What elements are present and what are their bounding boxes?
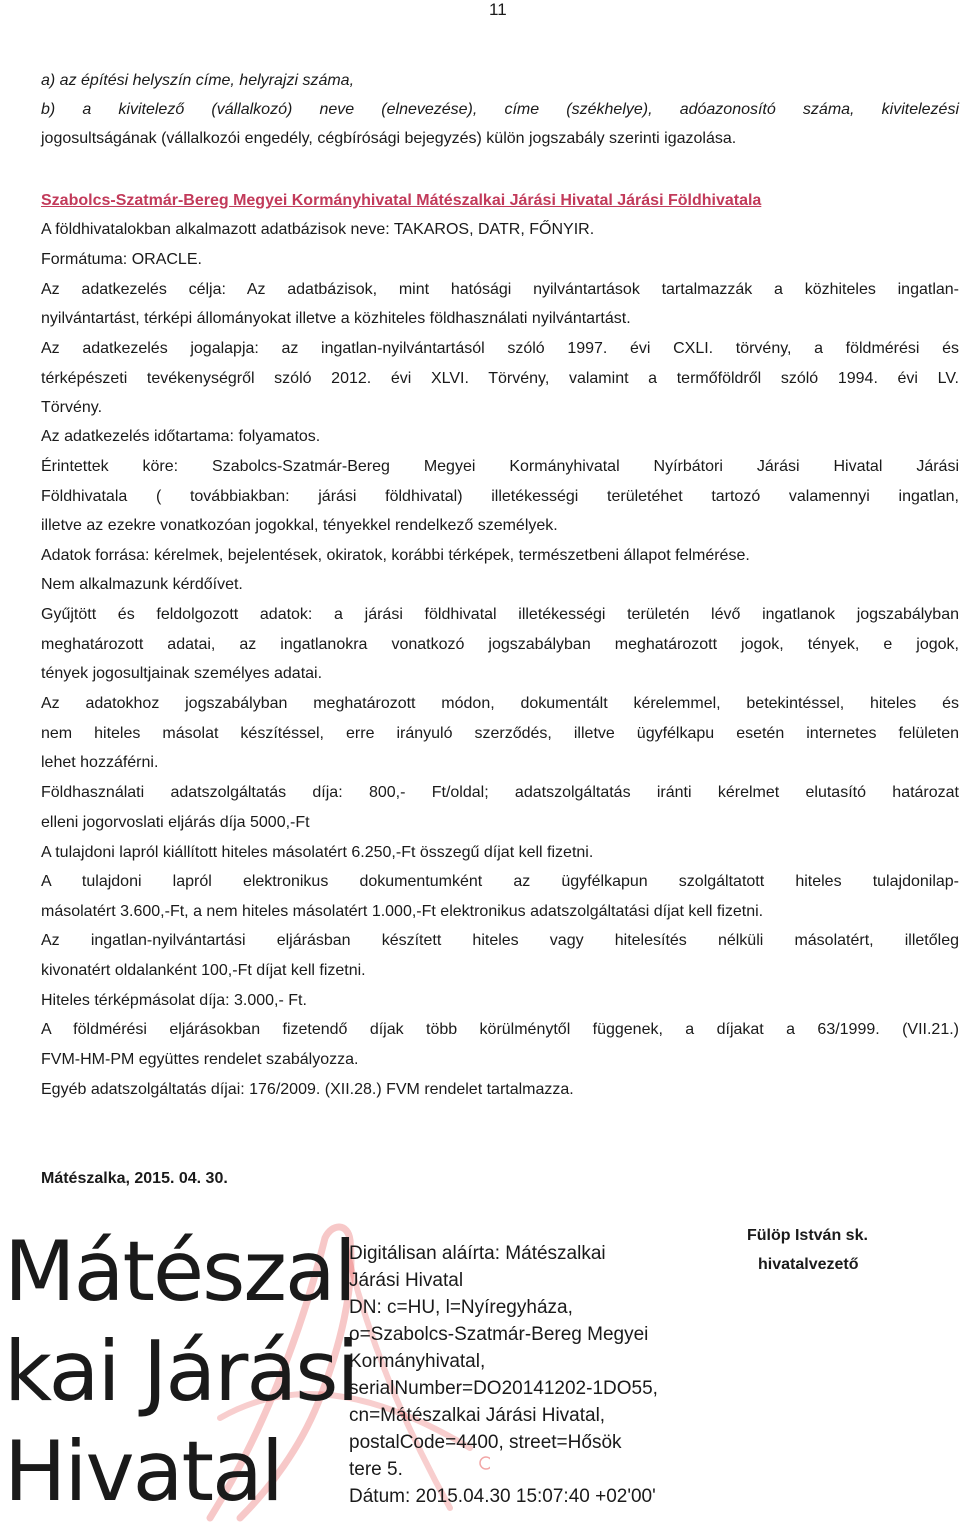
signature-big-line: kai Járási (4, 1323, 358, 1420)
body-line: FVM-HM-PM együttes rendelet szabályozza. (41, 1051, 359, 1068)
intro-item-a: a) az építési helyszín címe, helyrajzi száma, (41, 72, 355, 89)
signer-title: hivatalvezető (758, 1256, 859, 1273)
body-line: Gyűjtött és feldolgozott adatok: a járási földhivatal illetékességi területén lévő ingatlanok jogszabályban (41, 606, 959, 623)
body-line: kivonatért oldalanként 100,-Ft díjat kell fizetni. (41, 962, 366, 979)
body-line: nyilvántartást, térképi állományokat illetve a közhiteles földhasználati nyilvántartást. (41, 310, 631, 327)
body-line: lehet hozzáférni. (41, 754, 159, 771)
body-line: Az ingatlan-nyilvántartási eljárásban készített hiteles vagy hitelesítés nélküli másolatért, illetőleg (41, 932, 959, 949)
body-line: Az adatkezelés célja: Az adatbázisok, mint hatósági nyilvántartások tartalmazzák a közhiteles ingatlan- (41, 281, 959, 298)
body-line: Földhivatala ( továbbiakban: járási földhivatal) illetékességi területéhet tartozó valamennyi ingatlan, (41, 488, 959, 505)
body-line: elleni jogorvoslati eljárás díja 5000,-Ft (41, 814, 310, 831)
signature-detail-line: serialNumber=DO20141202-1DO55, (349, 1378, 658, 1399)
body-line: Adatok forrása: kérelmek, bejelentések, okiratok, korábbi térképek, természetbeni állapot felmérése. (41, 547, 750, 564)
body-line: A földmérési eljárásokban fizetendő díjak több körülménytől függenek, a díjakat a 63/1999. (VII.21.) (41, 1021, 959, 1038)
signature-signer-name-large (4, 1222, 358, 1522)
signature-detail-line: postalCode=4400, street=Hősök (349, 1432, 622, 1453)
signature-detail-line: DN: c=HU, l=Nyíregyháza, (349, 1297, 573, 1318)
page-number: 11 (489, 0, 507, 19)
signer-name: Fülöp István sk. (747, 1227, 868, 1244)
body-line: Nem alkalmazunk kérdőívet. (41, 576, 243, 593)
body-line: térképészeti tevékenységről szóló 2012. évi XLVI. Törvény, valamint a termőföldről szóló 1994. évi LV. (41, 370, 959, 387)
body-line: tények jogosultjainak személyes adatai. (41, 665, 323, 682)
body-line: Az adatokhoz jogszabályban meghatározott módon, dokumentált kérelemmel, betekintéssel, hiteles és (41, 695, 959, 712)
body-line: Az adatkezelés időtartama: folyamatos. (41, 428, 321, 445)
signature-big-line: Hivatal (4, 1423, 282, 1520)
section-title: Szabolcs-Szatmár-Bereg Megyei Kormányhivatal Mátészalkai Járási Hivatal Járási Földhivatala (41, 192, 762, 209)
signature-big-line: Mátészal (4, 1223, 355, 1320)
body-line: Hiteles térképmásolat díja: 3.000,- Ft. (41, 992, 307, 1009)
body-line: Érintettek köre: Szabolcs-Szatmár-Bereg Megyei Kormányhivatal Nyírbátori Járási Hivatal Járási (41, 458, 959, 475)
body-line: másolatért 3.600,-Ft, a nem hiteles másolatért 1.000,-Ft elektronikus adatszolgáltatási díjat kell fizetni. (41, 903, 764, 920)
signature-detail-line: Digitálisan aláírta: Mátészalkai (349, 1243, 606, 1264)
signature-details (349, 1240, 658, 1510)
signature-detail-line: Kormányhivatal, (349, 1351, 486, 1372)
body-line: Formátuma: ORACLE. (41, 251, 202, 268)
body-line: Földhasználati adatszolgáltatás díja: 800,- Ft/oldal; adatszolgáltatás iránti kérelmet elutasító határozat (41, 784, 959, 801)
signature-detail-line: Dátum: 2015.04.30 15:07:40 +02'00' (349, 1486, 656, 1507)
intro-item-b-text: b) a kivitelező (vállalkozó) neve (elnevezése), címe (székhelye), adóazonosító száma, kivitelezési (41, 101, 959, 118)
signature-detail-line: tere 5. (349, 1459, 403, 1480)
body-line: illetve az ezekre vonatkozóan jogokkal, tényekkel rendelkező személyek. (41, 517, 558, 534)
body-line: A földhivatalokban alkalmazott adatbázisok neve: TAKAROS, DATR, FŐNYIR. (41, 221, 595, 238)
body-line: Az adatkezelés jogalapja: az ingatlan-nyilvántartásól szóló 1997. évi CXLI. törvény, a földmérési és (41, 340, 959, 357)
signature-detail-line: Járási Hivatal (349, 1270, 464, 1291)
intro-item-b-line-1 (41, 95, 959, 125)
body-line: Törvény. (41, 399, 103, 416)
intro-item-b-line-2: jogosultságának (vállalkozói engedély, cégbírósági bejegyzés) külön jogszabály szerinti igazolása. (41, 130, 737, 147)
signature-detail-line: o=Szabolcs-Szatmár-Bereg Megyei (349, 1324, 649, 1345)
body-line: A tulajdoni lapról elektronikus dokumentumként az ügyfélkapun szolgáltatott hiteles tulajdonilap- (41, 873, 959, 890)
place-date: Mátészalka, 2015. 04. 30. (41, 1170, 228, 1187)
signature-detail-line: cn=Mátészalkai Járási Hivatal, (349, 1405, 606, 1426)
body-line: A tulajdoni lapról kiállított hiteles másolatért 6.250,-Ft összegű díjat kell fizetni. (41, 844, 594, 861)
body-line: Egyéb adatszolgáltatás díjai: 176/2009. (XII.28.) FVM rendelet tartalmazza. (41, 1081, 574, 1098)
body-line: nem hiteles másolat készítéssel, erre irányuló szerződés, illetve ügyfélkapu esetén internetes felületen (41, 725, 959, 742)
body-line: meghatározott adatai, az ingatlanokra vonatkozó jogszabályban meghatározott jogok, tények, e jogok, (41, 636, 959, 653)
